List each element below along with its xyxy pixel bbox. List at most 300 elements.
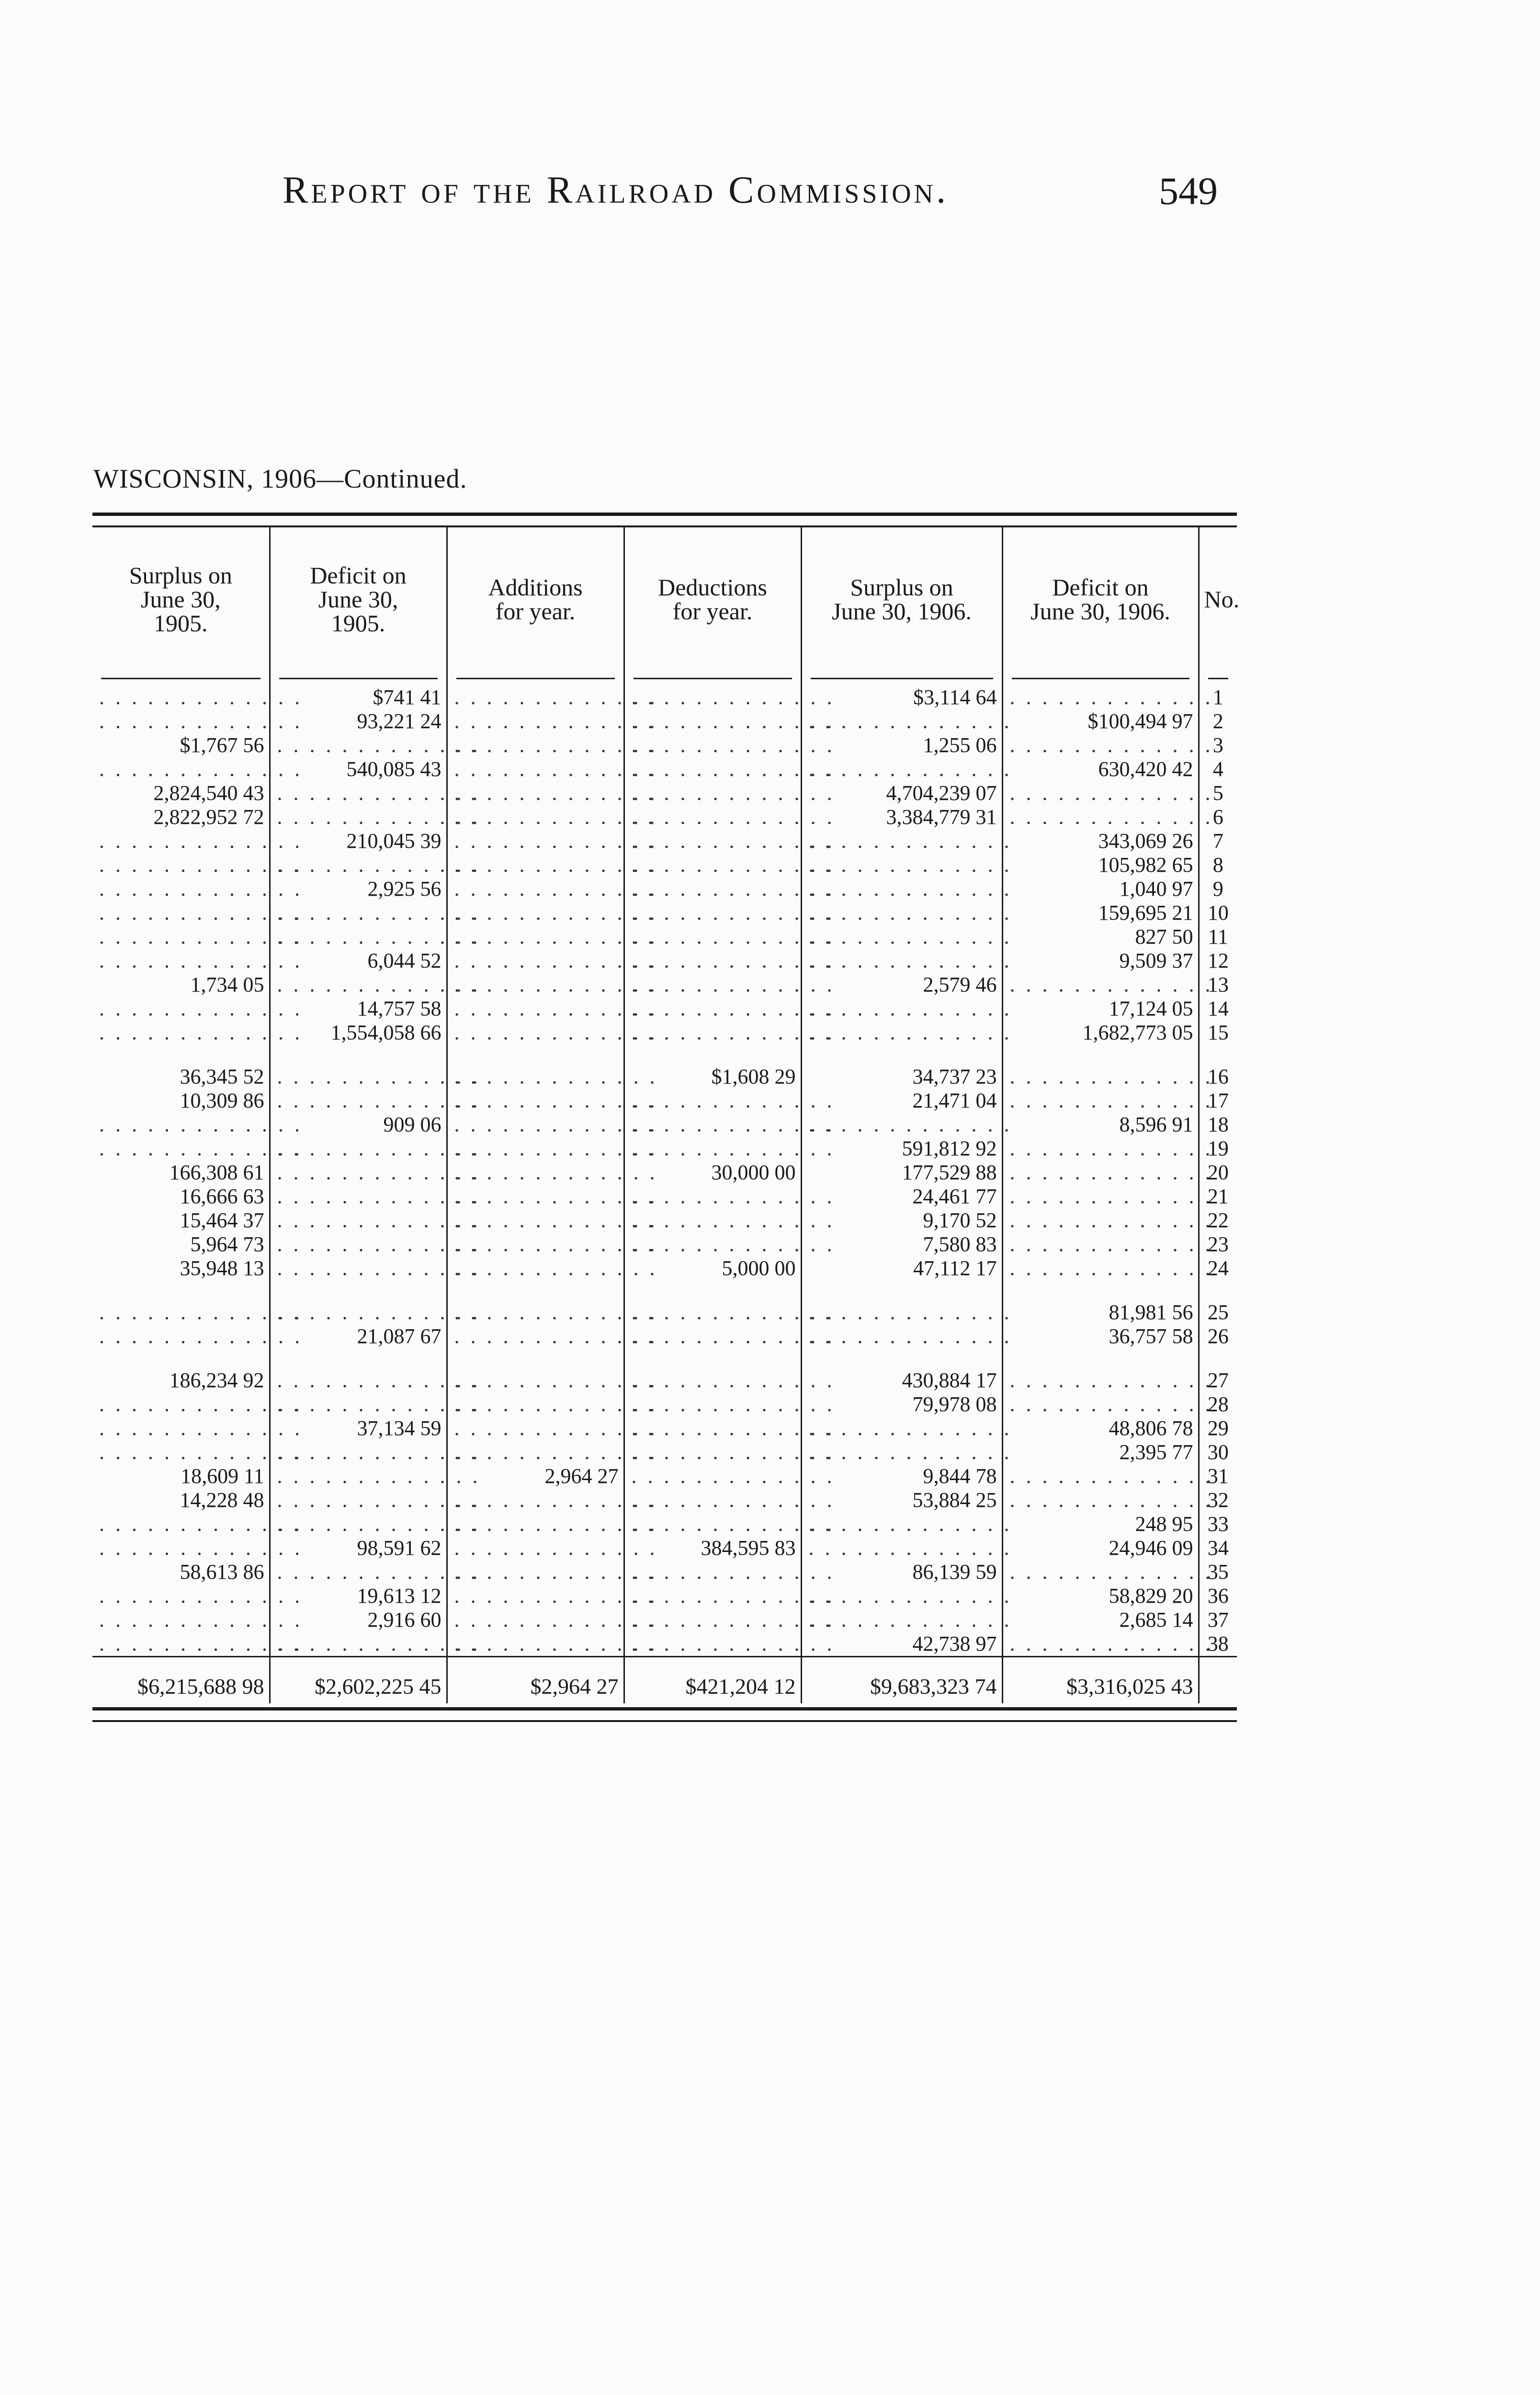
table-caption: WISCONSIN, 1906—Continued. bbox=[93, 464, 467, 494]
leader-dots: . . . . . . . . . . . . . bbox=[99, 1440, 303, 1464]
leader-dots: . . . . . . . . . . . . . bbox=[801, 1113, 1002, 1137]
column-header-line: for year. bbox=[495, 598, 576, 625]
running-title: Report of the Railroad Commission. bbox=[283, 169, 949, 211]
leader-dots: . . . . . . . . . . . . . bbox=[99, 685, 303, 709]
amount-cell: 2,964 27 bbox=[447, 1464, 624, 1488]
header-underline bbox=[801, 671, 1002, 685]
amount-cell: 81,981 56 bbox=[1002, 1300, 1199, 1324]
leader-dots: . . . . . . . . . . . . . bbox=[801, 877, 1002, 901]
amount-cell: 42,738 97 bbox=[801, 1632, 1002, 1657]
table-row bbox=[92, 1232, 1237, 1256]
totals-row bbox=[92, 1657, 1237, 1704]
row-number: 33 bbox=[1199, 1512, 1237, 1536]
leader-dots: . . . . . . . . . . . . . bbox=[801, 1536, 1002, 1560]
row-number: 26 bbox=[1199, 1324, 1237, 1348]
leader-dots: . . . . . . . . . . . . . bbox=[99, 1113, 303, 1136]
table-row bbox=[92, 1416, 1237, 1440]
leader-dots: . . . . . . . . . . . . . bbox=[801, 949, 1002, 973]
column-header-line: June 30, 1906. bbox=[1030, 598, 1170, 625]
amount-cell: 2,685 14 bbox=[1002, 1608, 1199, 1632]
amount-cell: 17,124 05 bbox=[1002, 997, 1199, 1021]
leader-dots: . . . . . . . . . . . . . bbox=[1002, 1488, 1199, 1512]
leader-dots: . . . . . . . . . . . . . bbox=[624, 805, 801, 829]
leader-dots: . . . . . . . . . . . . . bbox=[447, 733, 624, 757]
header-underline-row bbox=[92, 671, 1237, 685]
amount-cell: 5,000 00 bbox=[624, 1256, 801, 1280]
amount-cell: 35,948 13 bbox=[180, 1256, 264, 1280]
row-number: 36 bbox=[1199, 1584, 1237, 1608]
table-row bbox=[92, 1065, 1237, 1089]
row-number: 28 bbox=[1199, 1392, 1237, 1416]
amount-cell: 540,085 43 bbox=[270, 757, 447, 781]
amount-cell: 16,666 63 bbox=[180, 1185, 264, 1208]
column-header-surplus-1905 bbox=[92, 527, 270, 671]
leader-dots: . . . . . . . . . . . . . bbox=[624, 997, 801, 1021]
leader-dots: . . . . . . . . . . . . . bbox=[1002, 1392, 1199, 1416]
table-row bbox=[92, 1440, 1237, 1464]
row-number: 30 bbox=[1199, 1440, 1237, 1464]
row-number: 15 bbox=[1199, 1021, 1237, 1045]
leader-dots: . . . . . . . . . . . . . bbox=[1002, 1256, 1199, 1280]
table-row bbox=[92, 1512, 1237, 1536]
leader-dots: . . . . . . . . . . . . . bbox=[1002, 1209, 1199, 1232]
column-header-line: Surplus on bbox=[129, 562, 232, 589]
leader-dots: . . . . . . . . . . . . . bbox=[447, 853, 624, 877]
leader-dots: . . . . . . . . . . . . . bbox=[447, 973, 624, 997]
leader-dots: . . . . . . . . . . . . . bbox=[270, 1369, 447, 1392]
table-row bbox=[92, 1392, 1237, 1416]
leader-dots: . . . . . . . . . . . . . bbox=[1002, 1137, 1199, 1161]
leader-dots: . . . . . . . . . . . . . bbox=[624, 1300, 801, 1324]
amount-cell: 159,695 21 bbox=[1002, 901, 1199, 925]
row-number: 29 bbox=[1199, 1416, 1237, 1440]
leader-dots: . . . . . . . . . . . . . bbox=[624, 877, 801, 901]
amount-cell: 343,069 26 bbox=[1002, 829, 1199, 853]
row-number: 1 bbox=[1199, 685, 1237, 709]
row-number: 12 bbox=[1199, 949, 1237, 973]
amount-cell: 5,964 73 bbox=[190, 1232, 264, 1256]
amount-cell: 98,591 62 bbox=[270, 1536, 447, 1560]
leader-dots: . . . . . . . . . . . . . bbox=[99, 901, 303, 924]
amount-cell: 6,044 52 bbox=[270, 949, 447, 973]
amount-cell: 14,757 58 bbox=[270, 997, 447, 1021]
leader-dots: . . . . . . . . . . . . . bbox=[270, 805, 447, 829]
leader-dots: . . . . . . . . . . . . . bbox=[99, 1608, 303, 1631]
running-head bbox=[0, 169, 1540, 217]
leader-dots: . . . . . . . . . . . . . bbox=[270, 1440, 447, 1464]
group-spacer bbox=[92, 1045, 1237, 1065]
column-header-line: Deficit on bbox=[310, 562, 407, 589]
leader-dots: . . . . . . . . . . . . . bbox=[447, 1440, 624, 1464]
leader-dots: . . . . . . . . . . . . . bbox=[624, 733, 801, 757]
leader-dots: . . . . . . . . . . . . . bbox=[624, 709, 801, 733]
column-header-line: 1905. bbox=[154, 610, 208, 637]
leader-dots: . . . . . . . . . . . . . bbox=[801, 1584, 1002, 1608]
amount-cell: 1,734 05 bbox=[190, 973, 264, 996]
row-number: 5 bbox=[1199, 781, 1237, 805]
finance-table-wrapper bbox=[92, 513, 1240, 1722]
leader-dots: . . . . . . . . . . . . . bbox=[270, 1065, 447, 1089]
total-cell: $9,683,323 74 bbox=[801, 1657, 1002, 1704]
leader-dots: . . . . . . . . . . . . . bbox=[447, 925, 624, 949]
amount-cell: 430,884 17 bbox=[801, 1369, 1002, 1392]
leader-dots: . . . . . . . . . . . . . bbox=[270, 1488, 447, 1512]
leader-dots: . . . . . . . . . . . . . bbox=[1002, 973, 1199, 997]
leader-dots: . . . . . . . . . . . . . bbox=[270, 781, 447, 805]
leader-dots: . . . . . . . . . . . . . bbox=[447, 781, 624, 805]
amount-cell: 166,308 61 bbox=[169, 1161, 264, 1184]
amount-cell: 9,170 52 bbox=[801, 1209, 1002, 1232]
amount-cell: 79,978 08 bbox=[801, 1392, 1002, 1416]
table-row bbox=[92, 757, 1237, 781]
amount-cell: 15,464 37 bbox=[180, 1209, 264, 1232]
table-row bbox=[92, 829, 1237, 853]
amount-cell: $1,608 29 bbox=[624, 1065, 801, 1089]
leader-dots: . . . . . . . . . . . . . bbox=[270, 1464, 447, 1488]
leader-dots: . . . . . . . . . . . . . bbox=[270, 1632, 447, 1657]
column-header-line: Additions bbox=[488, 574, 583, 601]
total-cell: $2,964 27 bbox=[447, 1657, 624, 1704]
leader-dots: . . . . . . . . . . . . . bbox=[624, 853, 801, 877]
leader-dots: . . . . . . . . . . . . . bbox=[270, 1392, 447, 1416]
leader-dots: . . . . . . . . . . . . . bbox=[801, 757, 1002, 781]
total-cell: $3,316,025 43 bbox=[1002, 1657, 1199, 1704]
amount-cell: 4,704,239 07 bbox=[801, 781, 1002, 805]
leader-dots: . . . . . . . . . . . . . bbox=[447, 1209, 624, 1232]
leader-dots: . . . . . . . . . . . . . bbox=[624, 757, 801, 781]
leader-dots: . . . . . . . . . . . . . bbox=[1002, 1185, 1199, 1209]
leader-dots: . . . . . . . . . . . . . bbox=[624, 1464, 801, 1488]
leader-dots: . . . . . . . . . . . . . bbox=[99, 1512, 303, 1536]
amount-cell: 48,806 78 bbox=[1002, 1416, 1199, 1440]
header-underline bbox=[1199, 671, 1237, 685]
leader-dots: . . . . . . . . . . . . . bbox=[624, 1209, 801, 1232]
leader-dots: . . . . . . . . . . . . . bbox=[447, 1512, 624, 1536]
table-row bbox=[92, 853, 1237, 877]
leader-dots: . . . . . . . . . . . . . bbox=[624, 1232, 801, 1256]
row-number: 22 bbox=[1199, 1209, 1237, 1232]
leader-dots: . . . . . . . . . . . . . bbox=[624, 1369, 801, 1392]
leader-dots: . . . . . . . . . . . . . bbox=[1002, 1089, 1199, 1113]
leader-dots: . . . . . . . . . . . . . bbox=[99, 925, 303, 948]
amount-cell: 14,228 48 bbox=[180, 1488, 264, 1512]
table-row bbox=[92, 1608, 1237, 1632]
group-spacer bbox=[92, 1348, 1237, 1369]
leader-dots: . . . . . . . . . . . . . bbox=[99, 709, 303, 733]
table-row bbox=[92, 781, 1237, 805]
column-header-surplus-1906 bbox=[801, 527, 1002, 671]
leader-dots: . . . . . . . . . . . . . bbox=[99, 1536, 303, 1560]
leader-dots: . . . . . . . . . . . . . bbox=[99, 1021, 303, 1044]
row-number: 24 bbox=[1199, 1256, 1237, 1280]
amount-cell: 9,509 37 bbox=[1002, 949, 1199, 973]
leader-dots: . . . . . . . . . . . . . bbox=[801, 1021, 1002, 1045]
amount-cell: 8,596 91 bbox=[1002, 1113, 1199, 1137]
row-number: 34 bbox=[1199, 1536, 1237, 1560]
leader-dots: . . . . . . . . . . . . . bbox=[1002, 733, 1199, 757]
leader-dots: . . . . . . . . . . . . . bbox=[99, 1324, 303, 1348]
amount-cell: 36,345 52 bbox=[180, 1065, 264, 1088]
leader-dots: . . . . . . . . . . . . . bbox=[447, 1488, 624, 1512]
top-double-rule bbox=[92, 513, 1237, 527]
leader-dots: . . . . . . . . . . . . . bbox=[447, 1232, 624, 1256]
leader-dots: . . . . . . . . . . . . . bbox=[447, 1632, 624, 1657]
leader-dots: . . . . . . . . . . . . . bbox=[1002, 1161, 1199, 1185]
leader-dots: . . . . . . . . . . . . . bbox=[624, 973, 801, 997]
leader-dots: . . . . . . . . . . . . . bbox=[801, 1608, 1002, 1632]
table-row bbox=[92, 1632, 1237, 1657]
total-cell: $6,215,688 98 bbox=[92, 1657, 270, 1704]
leader-dots: . . . . . . . . . . . . . bbox=[801, 829, 1002, 853]
table-row bbox=[92, 1369, 1237, 1392]
leader-dots: . . . . . . . . . . . . . bbox=[447, 1560, 624, 1584]
leader-dots: . . . . . . . . . . . . . bbox=[801, 1512, 1002, 1536]
leader-dots: . . . . . . . . . . . . . bbox=[1002, 1632, 1199, 1657]
table-row bbox=[92, 925, 1237, 949]
leader-dots: . . . . . . . . . . . . . bbox=[447, 805, 624, 829]
row-number: 38 bbox=[1199, 1632, 1237, 1657]
leader-dots: . . . . . . . . . . . . . bbox=[447, 1300, 624, 1324]
amount-cell: 1,040 97 bbox=[1002, 877, 1199, 901]
amount-cell: 7,580 83 bbox=[801, 1232, 1002, 1256]
leader-dots: . . . . . . . . . . . . . bbox=[99, 877, 303, 901]
row-number: 25 bbox=[1199, 1300, 1237, 1324]
leader-dots: . . . . . . . . . . . . . bbox=[447, 1369, 624, 1392]
leader-dots: . . . . . . . . . . . . . bbox=[270, 733, 447, 757]
table-row bbox=[92, 1300, 1237, 1324]
amount-cell: 18,609 11 bbox=[181, 1464, 264, 1488]
table-row bbox=[92, 1185, 1237, 1209]
leader-dots: . . . . . . . . . . . . . bbox=[99, 853, 303, 877]
leader-dots: . . . . . . . . . . . . . bbox=[1002, 781, 1199, 805]
table-row bbox=[92, 1256, 1237, 1280]
leader-dots: . . . . . . . . . . . . . bbox=[447, 1392, 624, 1416]
leader-dots: . . . . . . . . . . . . . bbox=[624, 1608, 801, 1632]
table-row bbox=[92, 997, 1237, 1021]
leader-dots: . . . . . . . . . . . . . bbox=[447, 685, 624, 709]
table-row bbox=[92, 949, 1237, 973]
leader-dots: . . . . . . . . . . . . . bbox=[1002, 1560, 1199, 1584]
leader-dots: . . . . . . . . . . . . . bbox=[447, 1089, 624, 1113]
row-number: 8 bbox=[1199, 853, 1237, 877]
row-number: 18 bbox=[1199, 1113, 1237, 1137]
leader-dots: . . . . . . . . . . . . . bbox=[801, 1324, 1002, 1348]
row-number: 6 bbox=[1199, 805, 1237, 829]
leader-dots: . . . . . . . . . . . . . bbox=[99, 997, 303, 1020]
amount-cell: 2,824,540 43 bbox=[153, 781, 264, 805]
leader-dots: . . . . . . . . . . . . . bbox=[447, 949, 624, 973]
leader-dots: . . . . . . . . . . . . . bbox=[1002, 1232, 1199, 1256]
leader-dots: . . . . . . . . . . . . . bbox=[270, 1232, 447, 1256]
table-row bbox=[92, 1324, 1237, 1348]
leader-dots: . . . . . . . . . . . . . bbox=[624, 1137, 801, 1161]
leader-dots: . . . . . . . . . . . . . bbox=[801, 1440, 1002, 1464]
table-row bbox=[92, 805, 1237, 829]
amount-cell: 105,982 65 bbox=[1002, 853, 1199, 877]
leader-dots: . . . . . . . . . . . . . bbox=[801, 901, 1002, 925]
leader-dots: . . . . . . . . . . . . . bbox=[624, 1440, 801, 1464]
leader-dots: . . . . . . . . . . . . . bbox=[99, 1632, 303, 1655]
amount-cell: 58,613 86 bbox=[180, 1560, 264, 1584]
amount-cell: 2,395 77 bbox=[1002, 1440, 1199, 1464]
row-number: 9 bbox=[1199, 877, 1237, 901]
amount-cell: 47,112 17 bbox=[801, 1256, 1002, 1280]
header-underline bbox=[624, 671, 801, 685]
row-number: 17 bbox=[1199, 1089, 1237, 1113]
leader-dots: . . . . . . . . . . . . . bbox=[624, 685, 801, 709]
leader-dots: . . . . . . . . . . . . . bbox=[270, 1560, 447, 1584]
amount-cell: 24,461 77 bbox=[801, 1185, 1002, 1209]
column-header-line: for year. bbox=[672, 598, 753, 625]
amount-cell: 210,045 39 bbox=[270, 829, 447, 853]
leader-dots: . . . . . . . . . . . . . bbox=[624, 949, 801, 973]
amount-cell: 248 95 bbox=[1002, 1512, 1199, 1536]
leader-dots: . . . . . . . . . . . . . bbox=[1002, 805, 1199, 829]
amount-cell: 34,737 23 bbox=[801, 1065, 1002, 1089]
amount-cell: 2,822,952 72 bbox=[153, 805, 264, 829]
leader-dots: . . . . . . . . . . . . . bbox=[624, 1632, 801, 1657]
leader-dots: . . . . . . . . . . . . . bbox=[447, 1161, 624, 1185]
header-underline bbox=[1002, 671, 1199, 685]
amount-cell: 384,595 83 bbox=[624, 1536, 801, 1560]
amount-cell: 630,420 42 bbox=[1002, 757, 1199, 781]
leader-dots: . . . . . . . . . . . . . bbox=[447, 877, 624, 901]
amount-cell: $1,767 56 bbox=[180, 733, 264, 757]
leader-dots: . . . . . . . . . . . . . bbox=[624, 1021, 801, 1045]
row-number: 13 bbox=[1199, 973, 1237, 997]
leader-dots: . . . . . . . . . . . . . bbox=[270, 1300, 447, 1324]
table-row bbox=[92, 1113, 1237, 1137]
row-number: 3 bbox=[1199, 733, 1237, 757]
header-underline bbox=[92, 671, 270, 685]
row-number: 20 bbox=[1199, 1161, 1237, 1185]
total-cell: $421,204 12 bbox=[624, 1657, 801, 1704]
amount-cell: 1,682,773 05 bbox=[1002, 1021, 1199, 1045]
leader-dots: . . . . . . . . . . . . . bbox=[447, 709, 624, 733]
amount-cell: 10,309 86 bbox=[180, 1089, 264, 1112]
leader-dots: . . . . . . . . . . . . . bbox=[270, 1089, 447, 1113]
leader-dots: . . . . . . . . . . . . . bbox=[447, 1065, 624, 1089]
amount-cell: 9,844 78 bbox=[801, 1464, 1002, 1488]
column-header-deficit-1905 bbox=[270, 527, 447, 671]
row-number: 10 bbox=[1199, 901, 1237, 925]
leader-dots: . . . . . . . . . . . . . bbox=[99, 1584, 303, 1608]
table-row bbox=[92, 1021, 1237, 1045]
amount-cell: 30,000 00 bbox=[624, 1161, 801, 1185]
leader-dots: . . . . . . . . . . . . . bbox=[624, 925, 801, 949]
leader-dots: . . . . . . . . . . . . . bbox=[270, 1512, 447, 1536]
amount-cell: 19,613 12 bbox=[270, 1584, 447, 1608]
leader-dots: . . . . . . . . . . . . . bbox=[624, 1185, 801, 1209]
leader-dots: . . . . . . . . . . . . . bbox=[624, 1392, 801, 1416]
leader-dots: . . . . . . . . . . . . . bbox=[99, 1392, 303, 1416]
leader-dots: . . . . . . . . . . . . . bbox=[270, 1256, 447, 1280]
table-row bbox=[92, 1584, 1237, 1608]
leader-dots: . . . . . . . . . . . . . bbox=[270, 1209, 447, 1232]
leader-dots: . . . . . . . . . . . . . bbox=[624, 1488, 801, 1512]
leader-dots: . . . . . . . . . . . . . bbox=[270, 925, 447, 949]
amount-cell: 909 06 bbox=[270, 1113, 447, 1137]
table-row bbox=[92, 973, 1237, 997]
amount-cell: 24,946 09 bbox=[1002, 1536, 1199, 1560]
row-number: 4 bbox=[1199, 757, 1237, 781]
table-row bbox=[92, 733, 1237, 757]
amount-cell: 827 50 bbox=[1002, 925, 1199, 949]
column-header-line: 1905. bbox=[331, 610, 385, 637]
column-header-line: Surplus on bbox=[850, 574, 953, 601]
leader-dots: . . . . . . . . . . . . . bbox=[447, 1185, 624, 1209]
leader-dots: . . . . . . . . . . . . . bbox=[624, 1324, 801, 1348]
amount-cell: 86,139 59 bbox=[801, 1560, 1002, 1584]
column-header-line: Deductions bbox=[658, 574, 767, 601]
column-header-line: June 30, 1906. bbox=[832, 598, 972, 625]
amount-cell: 36,757 58 bbox=[1002, 1324, 1199, 1348]
amount-cell: 2,916 60 bbox=[270, 1608, 447, 1632]
amount-cell: 21,087 67 bbox=[270, 1324, 447, 1348]
leader-dots: . . . . . . . . . . . . . bbox=[624, 829, 801, 853]
table-row bbox=[92, 1464, 1237, 1488]
leader-dots: . . . . . . . . . . . . . bbox=[99, 1300, 303, 1324]
leader-dots: . . . . . . . . . . . . . bbox=[447, 901, 624, 925]
leader-dots: . . . . . . . . . . . . . bbox=[624, 781, 801, 805]
leader-dots: . . . . . . . . . . . . . bbox=[447, 757, 624, 781]
row-number: 7 bbox=[1199, 829, 1237, 853]
leader-dots: . . . . . . . . . . . . . bbox=[801, 709, 1002, 733]
leader-dots: . . . . . . . . . . . . . bbox=[801, 997, 1002, 1021]
bottom-double-rule bbox=[92, 1707, 1237, 1722]
column-header-deficit-1906 bbox=[1002, 527, 1199, 671]
leader-dots: . . . . . . . . . . . . . bbox=[447, 1256, 624, 1280]
amount-cell: 37,134 59 bbox=[270, 1416, 447, 1440]
leader-dots: . . . . . . . . . . . . . bbox=[1002, 1464, 1199, 1488]
row-number: 16 bbox=[1199, 1065, 1237, 1089]
leader-dots: . . . . . . . . . . . . . bbox=[270, 973, 447, 997]
amount-cell: 177,529 88 bbox=[801, 1161, 1002, 1185]
leader-dots: . . . . . . . . . . . . . bbox=[99, 1416, 303, 1440]
leader-dots: . . . . . . . . . . . . . bbox=[270, 1161, 447, 1185]
total-cell: $2,602,225 45 bbox=[270, 1657, 447, 1704]
leader-dots: . . . . . . . . . . . . . bbox=[1002, 1065, 1199, 1089]
header-row bbox=[92, 527, 1237, 671]
leader-dots: . . . . . . . . . . . . . bbox=[801, 1416, 1002, 1440]
leader-dots: . . . . . . . . . . . . . bbox=[447, 1021, 624, 1045]
amount-cell: 53,884 25 bbox=[801, 1488, 1002, 1512]
amount-cell: 186,234 92 bbox=[169, 1369, 264, 1392]
table-row bbox=[92, 1488, 1237, 1512]
leader-dots: . . . . . . . . . . . . . bbox=[99, 949, 303, 972]
header-underline bbox=[447, 671, 624, 685]
leader-dots: . . . . . . . . . . . . . bbox=[447, 1113, 624, 1137]
column-header-line: No. bbox=[1204, 586, 1240, 613]
amount-cell: $741 41 bbox=[270, 685, 447, 709]
column-header-line: June 30, bbox=[140, 586, 221, 613]
amount-cell: 21,471 04 bbox=[801, 1089, 1002, 1113]
leader-dots: . . . . . . . . . . . . . bbox=[99, 829, 303, 853]
amount-cell: 93,221 24 bbox=[270, 709, 447, 733]
amount-cell: 1,255 06 bbox=[801, 733, 1002, 757]
leader-dots: . . . . . . . . . . . . . bbox=[624, 1113, 801, 1137]
amount-cell: 591,812 92 bbox=[801, 1137, 1002, 1161]
leader-dots: . . . . . . . . . . . . . bbox=[447, 1608, 624, 1632]
column-header-line: June 30, bbox=[318, 586, 398, 613]
leader-dots: . . . . . . . . . . . . . bbox=[624, 1512, 801, 1536]
leader-dots: . . . . . . . . . . . . . bbox=[624, 1416, 801, 1440]
leader-dots: . . . . . . . . . . . . . bbox=[270, 1137, 447, 1161]
amount-cell: 1,554,058 66 bbox=[270, 1021, 447, 1045]
table-row bbox=[92, 1137, 1237, 1161]
leader-dots: . . . . . . . . . . . . . bbox=[270, 1185, 447, 1209]
leader-dots: . . . . . . . . . . . . . bbox=[1002, 685, 1199, 709]
